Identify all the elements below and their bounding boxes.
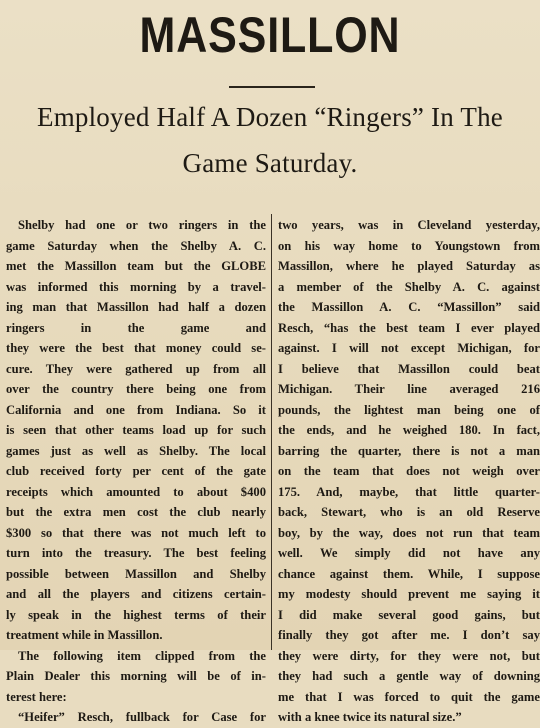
- article-text-line: “Heifer” Resch, fullback for Case for: [18, 710, 266, 724]
- article-text-line: on the team that does not weigh over: [278, 464, 540, 478]
- article-text-line: on his way home to Youngstown from: [278, 238, 540, 253]
- article-text-line: against. I will not except Michigan, for: [278, 341, 540, 355]
- article-text-line: I did make several good gains, but: [278, 607, 540, 622]
- article-text-line: California and one from Indiana. So it: [6, 402, 266, 417]
- article-text-line: the ends, and he weighed 180. In fact,: [278, 423, 540, 437]
- article-text-line: is seen that other teams load up for such: [6, 423, 266, 437]
- article-text-line: they had such a gentle way of downing: [278, 669, 540, 683]
- article-text-line: Massillon, where he played Saturday as: [278, 259, 540, 273]
- article-text-line: treatment while in Massillon.: [6, 628, 163, 642]
- article-text-line: pounds, the lightest man being one of: [278, 402, 540, 417]
- article-text-line: chance against them. While, I suppose: [278, 566, 540, 581]
- article-text-line: Plain Dealer this morning will be of in-: [6, 669, 266, 683]
- article-text-line: over the country there being one from: [6, 382, 266, 396]
- article-text-line: well. We simply did not have any: [278, 546, 540, 560]
- headline: MASSILLON: [139, 7, 401, 63]
- article-text-line: turn into the treasury. The best feeling: [6, 546, 266, 560]
- subheadline-line-2: Game Saturday.: [182, 148, 358, 178]
- article-text-line: the Massillon A. C. “Massillon” said: [278, 300, 540, 314]
- article-text-line: with a knee twice its natural size.”: [278, 710, 462, 724]
- article-text-line: boy, by the way, does not run that team: [278, 525, 540, 540]
- article-text-line: I believe that Massillon could beat: [278, 361, 540, 376]
- article-text-line: ringers in the game and: [6, 320, 266, 335]
- article-text-line: and all the players and citizens certain-: [6, 587, 266, 601]
- article-text-line: they were dirty, for they were not, but: [278, 648, 540, 663]
- article-text-line: ing man that Massillon had half a dozen: [6, 300, 266, 314]
- article-text-line: receipts which amounted to about $400: [6, 484, 266, 499]
- article-text-line: Michigan. Their line averaged 216: [278, 382, 540, 396]
- article-text-line: cure. They were gathered up from all: [6, 361, 266, 376]
- article-column-left: [6, 215, 266, 728]
- article-text-line: terest here:: [6, 689, 67, 704]
- article-text-line: they were the best that money could se-: [6, 341, 266, 355]
- article-text-line: my modesty should prevent me saying it: [278, 587, 540, 601]
- headline-rule: [229, 86, 315, 88]
- article-text-line: a member of the Shelby A. C. against: [278, 279, 540, 294]
- article-text-line: club received forty per cent of the gate: [6, 464, 266, 478]
- article-text-line: back, Stewart, who is an old Reserve: [278, 505, 540, 519]
- article-text-line: Shelby had one or two ringers in the: [18, 218, 266, 232]
- article-text-line: 175. And, maybe, that little quarter-: [278, 484, 540, 499]
- article-text-line: was informed this morning by a travel-: [6, 279, 266, 294]
- column-divider: [271, 214, 272, 650]
- article-text-line: met the Massillon team but the GLOBE: [6, 259, 266, 273]
- article-text-line: games just as well as Shelby. The local: [6, 443, 266, 458]
- article-text-line: ly speak in the highest terms of their: [6, 607, 266, 622]
- article-text-line: two years, was in Cleveland yesterday,: [278, 218, 540, 232]
- article-text-line: possible between Massillon and Shelby: [6, 566, 266, 581]
- article-text-line: $300 so that there was not much left to: [6, 525, 266, 540]
- article-column-right: [278, 215, 540, 728]
- article-text-line: The following item clipped from the: [18, 648, 266, 663]
- subheadline-line-1: Employed Half A Dozen “Ringers” In The: [37, 102, 503, 132]
- article-text-line: finally they got after me. I don’t say: [278, 628, 540, 642]
- article-text-line: game Saturday when the Shelby A. C.: [6, 238, 266, 253]
- article-text-line: barring the quarter, there is not a man: [278, 443, 540, 458]
- article-text-line: me that I was forced to quit the game: [278, 689, 540, 704]
- article-text-line: but the extra men cost the club nearly: [6, 505, 266, 519]
- article-text-line: Resch, “has the best team I ever played: [278, 320, 540, 335]
